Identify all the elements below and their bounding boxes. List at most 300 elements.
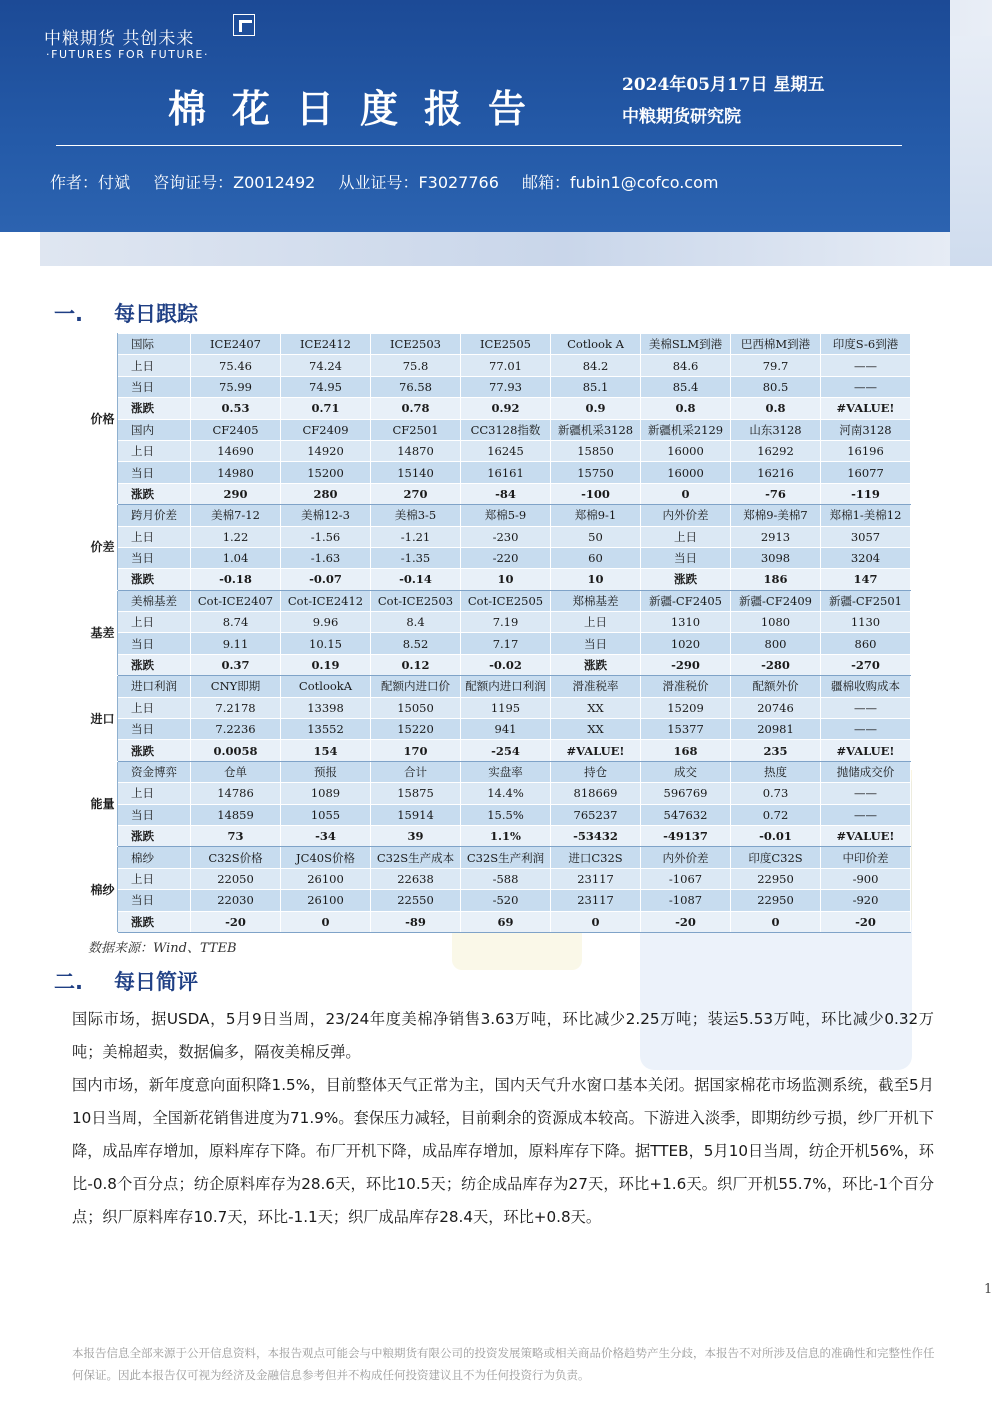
table-cell: CF2409 xyxy=(281,419,371,440)
table-cell: —— xyxy=(821,719,911,740)
table-cell: 1.04 xyxy=(191,547,281,568)
table-cell: 1089 xyxy=(281,783,371,804)
table-cell: 10 xyxy=(461,569,551,590)
table-cell: 美棉7-12 xyxy=(191,505,281,526)
table-cell: 22050 xyxy=(191,868,281,889)
daily-tracking-table xyxy=(87,333,911,933)
table-cell: 中印价差 xyxy=(821,847,911,868)
table-row xyxy=(88,547,911,568)
row-group-label: 能量 xyxy=(88,761,118,847)
table-cell: 美棉3-5 xyxy=(371,505,461,526)
table-row xyxy=(88,569,911,590)
table-cell: 14786 xyxy=(191,783,281,804)
table-cell: 0.8 xyxy=(731,398,821,419)
table-row xyxy=(88,334,911,355)
table-cell: 预报 xyxy=(281,761,371,782)
table-cell: CF2501 xyxy=(371,419,461,440)
table-cell: ICE2505 xyxy=(461,334,551,355)
table-cell: 新疆-CF2501 xyxy=(821,590,911,611)
table-cell: 14859 xyxy=(191,804,281,825)
table-cell: 15209 xyxy=(641,697,731,718)
table-cell: —— xyxy=(821,697,911,718)
table-cell: 16161 xyxy=(461,462,551,483)
table-row xyxy=(88,462,911,483)
table-cell: 0 xyxy=(731,911,821,932)
table-cell: Cotlook A xyxy=(551,334,641,355)
row-label: 上日 xyxy=(118,697,191,718)
table-cell: -900 xyxy=(821,868,911,889)
table-cell: 80.5 xyxy=(731,376,821,397)
table-cell: 0.92 xyxy=(461,398,551,419)
table-cell: 170 xyxy=(371,740,461,761)
table-cell: 15050 xyxy=(371,697,461,718)
table-cell: 10.15 xyxy=(281,633,371,654)
table-cell: #VALUE! xyxy=(821,740,911,761)
table-cell: 0 xyxy=(281,911,371,932)
row-label: 涨跌 xyxy=(118,740,191,761)
table-cell: 13552 xyxy=(281,719,371,740)
table-cell: Cot-ICE2505 xyxy=(461,590,551,611)
table-cell: 15377 xyxy=(641,719,731,740)
table-cell: 2913 xyxy=(731,526,821,547)
table-cell: 0.71 xyxy=(281,398,371,419)
table-cell: 郑棉1-美棉12 xyxy=(821,505,911,526)
table-cell: -0.07 xyxy=(281,569,371,590)
table-row xyxy=(88,440,911,461)
table-cell: -270 xyxy=(821,654,911,675)
table-cell: 860 xyxy=(821,633,911,654)
table-cell: 280 xyxy=(281,483,371,504)
table-cell: 74.95 xyxy=(281,376,371,397)
table-cell: 14920 xyxy=(281,440,371,461)
table-cell: 当日 xyxy=(551,633,641,654)
row-group-label: 价格 xyxy=(88,334,118,505)
table-cell: 16077 xyxy=(821,462,911,483)
table-cell: 8.52 xyxy=(371,633,461,654)
table-cell: CotlookA xyxy=(281,676,371,697)
row-label: 当日 xyxy=(118,633,191,654)
table-cell: 河南3128 xyxy=(821,419,911,440)
table-cell: 16292 xyxy=(731,440,821,461)
table-cell: 配额内进口价 xyxy=(371,676,461,697)
table-cell: ICE2407 xyxy=(191,334,281,355)
table-cell: 765237 xyxy=(551,804,641,825)
table-cell: -520 xyxy=(461,890,551,911)
row-label: 上日 xyxy=(118,440,191,461)
table-cell: 79.7 xyxy=(731,355,821,376)
table-cell: 成交 xyxy=(641,761,731,782)
row-label: 资金博弈 xyxy=(118,761,191,782)
table-cell: -0.01 xyxy=(731,825,821,846)
table-cell: -280 xyxy=(731,654,821,675)
table-cell: 0.8 xyxy=(641,398,731,419)
table-cell: -1.21 xyxy=(371,526,461,547)
table-cell: -0.02 xyxy=(461,654,551,675)
table-cell: C32S生产利润 xyxy=(461,847,551,868)
table-cell: 20981 xyxy=(731,719,821,740)
author-info xyxy=(50,170,736,193)
table-cell: XX xyxy=(551,719,641,740)
table-row xyxy=(88,783,911,804)
consult-number: 咨询证号：Z0012492 xyxy=(153,173,316,192)
table-row xyxy=(88,376,911,397)
table-cell: 547632 xyxy=(641,804,731,825)
table-row xyxy=(88,761,911,782)
table-cell: 7.19 xyxy=(461,612,551,633)
table-cell: 1310 xyxy=(641,612,731,633)
table-cell: 596769 xyxy=(641,783,731,804)
table-cell: 7.2178 xyxy=(191,697,281,718)
table-cell: 热度 xyxy=(731,761,821,782)
table-cell: 85.1 xyxy=(551,376,641,397)
section-heading-1 xyxy=(54,298,198,328)
institute-name: 中粮期货研究院 xyxy=(622,107,741,127)
logo-text-cn: 中粮期货 共创未来 xyxy=(44,29,195,49)
row-label: 上日 xyxy=(118,612,191,633)
table-cell: 0.12 xyxy=(371,654,461,675)
table-cell: CC3128指数 xyxy=(461,419,551,440)
table-row xyxy=(88,355,911,376)
commentary-domestic: 国内市场，新年度意向面积降1.5%，目前整体天气正常为主，国内天气升水窗口基本关闭。据国家棉花市场监测系统，截至5月10日当周，全国新花销售进度为71.9%。套保压力减轻，目前剩余的资源成本较高。下游进入淡季，即期纺纱亏损，纱厂开机下降，成品库存增加，原料库存下降。布厂开机下降，成品库存增加，原料库存下降。据TTEB，5月10日当周，纺企开机56%，环比-0.8个百分点；纺企原料库存为28.6天，环比10.5天；纺企成品库存为27天，环比+1.6天。织厂开机55.7%，环比-1个百分点；织厂原料库存10.7天，环比-1.1天；织厂成品库存28.4天，环比+0.8天。 xyxy=(72,1076,934,1226)
table-cell: -1.63 xyxy=(281,547,371,568)
table-cell: 上日 xyxy=(641,526,731,547)
table-cell: -119 xyxy=(821,483,911,504)
row-label: 涨跌 xyxy=(118,398,191,419)
table-cell: 0.72 xyxy=(731,804,821,825)
table-cell: 抛储成交价 xyxy=(821,761,911,782)
table-row xyxy=(88,847,911,868)
table-row xyxy=(88,676,911,697)
disclaimer: 本报告信息全部来源于公开信息资料，本报告观点可能会与中粮期货有限公司的投资发展策略或相关商品价格趋势产生分歧，本报告不对所涉及信息的准确性和完整性作任何保证。因此本报告仅可视为经济及金融信息参考但并不构成任何投资建议且不为任何投资行为负责。 xyxy=(72,1346,935,1382)
row-label: 当日 xyxy=(118,462,191,483)
table-cell: 26100 xyxy=(281,890,371,911)
table-cell: -1.56 xyxy=(281,526,371,547)
table-cell: 22950 xyxy=(731,868,821,889)
row-group-label: 基差 xyxy=(88,590,118,676)
table-cell: 290 xyxy=(191,483,281,504)
row-label: 上日 xyxy=(118,526,191,547)
table-cell: -290 xyxy=(641,654,731,675)
row-label: 国内 xyxy=(118,419,191,440)
table-cell: -0.18 xyxy=(191,569,281,590)
table-cell: 新疆机采2129 xyxy=(641,419,731,440)
logo-text-en: ·FUTURES FOR FUTURE· xyxy=(46,48,210,61)
table-cell: 75.99 xyxy=(191,376,281,397)
table-cell: 75.46 xyxy=(191,355,281,376)
table-cell: -0.14 xyxy=(371,569,461,590)
table-row xyxy=(88,526,911,547)
table-row xyxy=(88,633,911,654)
table-cell: CF2405 xyxy=(191,419,281,440)
table-cell: 新疆机采3128 xyxy=(551,419,641,440)
table-cell: 77.93 xyxy=(461,376,551,397)
row-group-label: 进口 xyxy=(88,676,118,762)
table-cell: 郑棉5-9 xyxy=(461,505,551,526)
table-row xyxy=(88,654,911,675)
table-cell: 进口C32S xyxy=(551,847,641,868)
table-row xyxy=(88,398,911,419)
table-cell: 16245 xyxy=(461,440,551,461)
table-cell: 美棉SLM到港 xyxy=(641,334,731,355)
table-cell: 1080 xyxy=(731,612,821,633)
table-row xyxy=(88,483,911,504)
section-number: 一. xyxy=(54,302,83,326)
table-row xyxy=(88,590,911,611)
table-cell: -588 xyxy=(461,868,551,889)
table-cell: XX xyxy=(551,697,641,718)
table-cell: 0.53 xyxy=(191,398,281,419)
table-cell: 巴西棉M到港 xyxy=(731,334,821,355)
table-cell: 15750 xyxy=(551,462,641,483)
table-cell: 配额外价 xyxy=(731,676,821,697)
table-cell: 郑棉基差 xyxy=(551,590,641,611)
table-cell: 1.22 xyxy=(191,526,281,547)
section-title: 每日简评 xyxy=(114,970,198,994)
table-row xyxy=(88,505,911,526)
table-cell: #VALUE! xyxy=(821,398,911,419)
table-cell: 941 xyxy=(461,719,551,740)
table-cell: ICE2412 xyxy=(281,334,371,355)
table-cell: 22638 xyxy=(371,868,461,889)
section-title: 每日跟踪 xyxy=(114,302,198,326)
table-cell: 15220 xyxy=(371,719,461,740)
table-cell: 内外价差 xyxy=(641,505,731,526)
table-cell: 涨跌 xyxy=(641,569,731,590)
table-cell: 1130 xyxy=(821,612,911,633)
table-cell: 50 xyxy=(551,526,641,547)
table-cell: 山东3128 xyxy=(731,419,821,440)
table-cell: 9.11 xyxy=(191,633,281,654)
report-date: 2024年05月17日 星期五 xyxy=(622,75,825,95)
table-cell: JC40S价格 xyxy=(281,847,371,868)
table-cell: -230 xyxy=(461,526,551,547)
section-heading-2 xyxy=(54,966,198,996)
commentary-international: 国际市场，据USDA，5月9日当周，23/24年度美棉净销售3.63万吨，环比减少2.25万吨；装运5.53万吨，环比减少0.32万吨；美棉超卖，数据偏多，隔夜美棉反弹。 xyxy=(72,1010,934,1061)
table-cell: -34 xyxy=(281,825,371,846)
table-cell: 10 xyxy=(551,569,641,590)
table-cell: 76.58 xyxy=(371,376,461,397)
author-email: 邮箱：fubin1@cofco.com xyxy=(522,173,719,192)
table-cell: Cot-ICE2503 xyxy=(371,590,461,611)
table-row xyxy=(88,868,911,889)
row-label: 涨跌 xyxy=(118,483,191,504)
row-label: 当日 xyxy=(118,547,191,568)
table-cell: #VALUE! xyxy=(821,825,911,846)
table-cell: 23117 xyxy=(551,868,641,889)
table-cell: -1067 xyxy=(641,868,731,889)
table-row xyxy=(88,419,911,440)
table-cell: 1.1% xyxy=(461,825,551,846)
table-cell: 154 xyxy=(281,740,371,761)
section-number: 二. xyxy=(54,970,83,994)
header-divider xyxy=(56,145,902,146)
table-cell: 15200 xyxy=(281,462,371,483)
row-label: 当日 xyxy=(118,719,191,740)
table-cell: 13398 xyxy=(281,697,371,718)
table-cell: 26100 xyxy=(281,868,371,889)
table-cell: 1055 xyxy=(281,804,371,825)
table-row xyxy=(88,740,911,761)
table-cell: 23117 xyxy=(551,890,641,911)
table-row xyxy=(88,825,911,846)
row-label: 美棉基差 xyxy=(118,590,191,611)
table-cell: 73 xyxy=(191,825,281,846)
table-cell: -920 xyxy=(821,890,911,911)
row-label: 上日 xyxy=(118,783,191,804)
table-cell: 85.4 xyxy=(641,376,731,397)
data-source: 数据来源：Wind、TTEB xyxy=(88,941,237,956)
table-cell: 186 xyxy=(731,569,821,590)
table-cell: 印度S-6到港 xyxy=(821,334,911,355)
table-cell: -254 xyxy=(461,740,551,761)
table-cell: 郑棉9-美棉7 xyxy=(731,505,821,526)
table-cell: 15850 xyxy=(551,440,641,461)
table-cell: 合计 xyxy=(371,761,461,782)
table-cell: -100 xyxy=(551,483,641,504)
report-title: 棉花日度报告 xyxy=(168,86,553,131)
table-cell: —— xyxy=(821,355,911,376)
row-label: 跨月价差 xyxy=(118,505,191,526)
row-label: 涨跌 xyxy=(118,654,191,675)
row-label: 上日 xyxy=(118,355,191,376)
table-cell: 疆棉收购成本 xyxy=(821,676,911,697)
table-cell: 新疆-CF2405 xyxy=(641,590,731,611)
table-cell: 16000 xyxy=(641,462,731,483)
table-row xyxy=(88,719,911,740)
table-cell: 0.78 xyxy=(371,398,461,419)
table-cell: #VALUE! xyxy=(551,740,641,761)
table-cell: 39 xyxy=(371,825,461,846)
table-cell: 配额内进口利润 xyxy=(461,676,551,697)
table-cell: 16196 xyxy=(821,440,911,461)
table-cell: CNY即期 xyxy=(191,676,281,697)
table-cell: 实盘率 xyxy=(461,761,551,782)
table-row xyxy=(88,890,911,911)
table-cell: ICE2503 xyxy=(371,334,461,355)
table-cell: 270 xyxy=(371,483,461,504)
row-label: 涨跌 xyxy=(118,911,191,932)
row-label: 当日 xyxy=(118,890,191,911)
table-cell: -20 xyxy=(821,911,911,932)
table-cell: 内外价差 xyxy=(641,847,731,868)
table-cell: 69 xyxy=(461,911,551,932)
table-cell: 滑准税率 xyxy=(551,676,641,697)
table-cell: 当日 xyxy=(641,547,731,568)
table-cell: 168 xyxy=(641,740,731,761)
table-cell: -20 xyxy=(191,911,281,932)
table-cell: 7.17 xyxy=(461,633,551,654)
table-cell: 75.8 xyxy=(371,355,461,376)
table-cell: 818669 xyxy=(551,783,641,804)
table-cell: -49137 xyxy=(641,825,731,846)
table-cell: 77.01 xyxy=(461,355,551,376)
table-cell: 84.2 xyxy=(551,355,641,376)
table-cell: —— xyxy=(821,804,911,825)
table-cell: 22550 xyxy=(371,890,461,911)
table-cell: 新疆-CF2409 xyxy=(731,590,821,611)
table-cell: 1195 xyxy=(461,697,551,718)
row-group-label: 棉纱 xyxy=(88,847,118,933)
table-cell: 74.24 xyxy=(281,355,371,376)
table-cell: -76 xyxy=(731,483,821,504)
table-cell: 7.2236 xyxy=(191,719,281,740)
table-cell: 0.19 xyxy=(281,654,371,675)
table-cell: 0 xyxy=(551,911,641,932)
table-cell: 持仓 xyxy=(551,761,641,782)
table-cell: -89 xyxy=(371,911,461,932)
table-row xyxy=(88,697,911,718)
table-cell: 3098 xyxy=(731,547,821,568)
row-label: 当日 xyxy=(118,804,191,825)
table-cell: -20 xyxy=(641,911,731,932)
table-cell: -84 xyxy=(461,483,551,504)
table-cell: 15914 xyxy=(371,804,461,825)
table-cell: 0.73 xyxy=(731,783,821,804)
table-row xyxy=(88,612,911,633)
table-cell: 235 xyxy=(731,740,821,761)
table-cell: 22950 xyxy=(731,890,821,911)
table-cell: 0.9 xyxy=(551,398,641,419)
table-cell: 20746 xyxy=(731,697,821,718)
table-cell: —— xyxy=(821,376,911,397)
table-cell: 0 xyxy=(641,483,731,504)
table-cell: -1087 xyxy=(641,890,731,911)
row-label: 当日 xyxy=(118,376,191,397)
table-cell: 涨跌 xyxy=(551,654,641,675)
table-cell: 仓单 xyxy=(191,761,281,782)
table-cell: C32S价格 xyxy=(191,847,281,868)
row-label: 国际 xyxy=(118,334,191,355)
table-cell: 8.74 xyxy=(191,612,281,633)
table-row xyxy=(88,911,911,932)
table-cell: 16000 xyxy=(641,440,731,461)
practice-number: 从业证号：F3027766 xyxy=(338,173,499,192)
table-cell: -220 xyxy=(461,547,551,568)
row-group-label: 价差 xyxy=(88,505,118,591)
table-cell: 15140 xyxy=(371,462,461,483)
table-cell: 1020 xyxy=(641,633,731,654)
row-label: 涨跌 xyxy=(118,825,191,846)
table-cell: 3204 xyxy=(821,547,911,568)
table-cell: 9.96 xyxy=(281,612,371,633)
table-cell: 印度C32S xyxy=(731,847,821,868)
table-cell: 3057 xyxy=(821,526,911,547)
table-cell: 14690 xyxy=(191,440,281,461)
table-cell: 147 xyxy=(821,569,911,590)
row-label: 进口利润 xyxy=(118,676,191,697)
row-label: 上日 xyxy=(118,868,191,889)
table-cell: 14980 xyxy=(191,462,281,483)
table-cell: —— xyxy=(821,783,911,804)
table-cell: 14870 xyxy=(371,440,461,461)
page-number: 1 xyxy=(984,1282,992,1297)
author-name: 作者：付斌 xyxy=(50,173,131,192)
table-cell: 15.5% xyxy=(461,804,551,825)
table-cell: 22030 xyxy=(191,890,281,911)
table-cell: 滑准税价 xyxy=(641,676,731,697)
row-label: 棉纱 xyxy=(118,847,191,868)
table-row xyxy=(88,804,911,825)
logo-mark-icon xyxy=(233,14,255,36)
table-cell: 8.4 xyxy=(371,612,461,633)
table-cell: Cot-ICE2412 xyxy=(281,590,371,611)
table-cell: 60 xyxy=(551,547,641,568)
table-cell: 上日 xyxy=(551,612,641,633)
row-label: 涨跌 xyxy=(118,569,191,590)
table-cell: 16216 xyxy=(731,462,821,483)
table-cell: 0.0058 xyxy=(191,740,281,761)
table-cell: 0.37 xyxy=(191,654,281,675)
